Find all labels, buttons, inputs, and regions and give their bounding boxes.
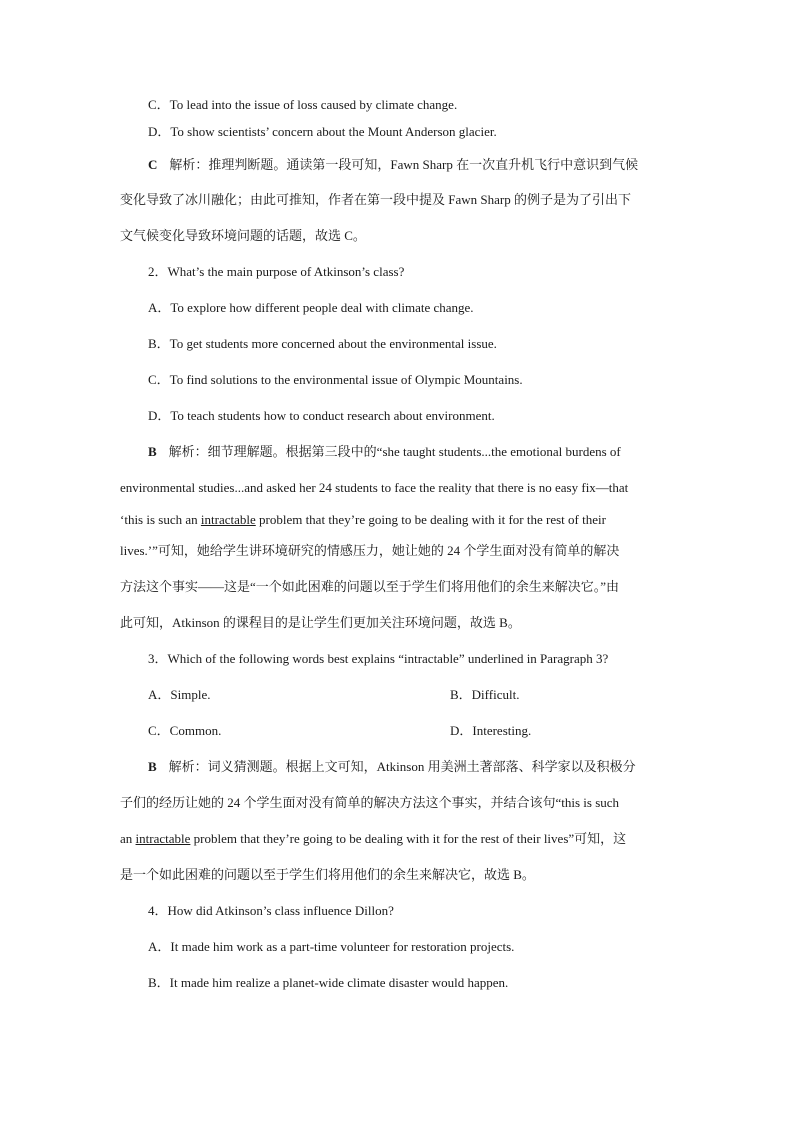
q3-option-b: B．Difficult. (450, 687, 520, 702)
q2-analysis-text-3a: ‘this is such an (120, 512, 201, 527)
q2-analysis-line-4: lives.’”可知，她给学生讲环境研究的情感压力，她让她的 24 个学生面对没有简单的解决 (120, 543, 620, 558)
q2-option-a: A．To explore how different people deal with climate change. (148, 300, 474, 315)
q3-question: 3．Which of the following words best explains “intractable” underlined in Paragraph 3? (148, 651, 609, 666)
q1-analysis-line-3: 文气候变化导致环境问题的话题，故选 C。 (120, 228, 366, 243)
q1-analysis-line-1 (148, 157, 638, 173)
q4-question: 4．How did Atkinson’s class influence Dillon? (148, 903, 394, 918)
q2-answer: B (148, 444, 157, 459)
q2-underlined-word: intractable (200, 512, 256, 527)
q1-answer: C (148, 157, 158, 172)
q2-analysis-line-1 (148, 444, 621, 460)
q2-analysis-text-3b: problem that they’re going to be dealing with it for the rest of their (255, 512, 606, 527)
q3-analysis-text-3a: an (120, 831, 136, 846)
q4-option-a: A．It made him work as a part-time volunteer for restoration projects. (148, 939, 515, 954)
q3-analysis-line-3 (120, 831, 626, 847)
q2-option-c: C．To find solutions to the environmental issue of Olympic Mountains. (148, 372, 523, 387)
q2-analysis-line-2: environmental studies...and asked her 24 students to face the reality that there is no easy fix—that (120, 480, 629, 495)
q3-analysis-line-4: 是一个如此困难的问题以至于学生们将用他们的余生来解决它，故选 B。 (120, 867, 535, 882)
q3-underlined-word: intractable (135, 831, 191, 846)
q1-analysis-line-2: 变化导致了冰川融化；由此可推知，作者在第一段中提及 Fawn Sharp 的例子是为了引出下 (120, 192, 631, 207)
q3-option-c: C．Common. (148, 723, 222, 738)
q2-option-b: B．To get students more concerned about the environmental issue. (148, 336, 497, 351)
q2-analysis-line-6: 此可知，Atkinson 的课程目的是让学生们更加关注环境问题，故选 B。 (120, 615, 521, 630)
q2-analysis-line-5: 方法这个事实——这是“一个如此困难的问题以至于学生们将用他们的余生来解决它。”由 (120, 579, 620, 594)
q2-analysis-text-1: 解析：细节理解题。根据第三段中的“she taught students...the emotional burdens of (168, 444, 621, 459)
q3-analysis-text-3b: problem that they’re going to be dealing with it for the rest of their lives”可知，这 (190, 831, 627, 846)
q3-analysis-line-2: 子们的经历让她的 24 个学生面对没有简单的解决方法这个事实，并结合该句“this is such (120, 795, 620, 810)
q1-option-d: D．To show scientists’ concern about the Mount Anderson glacier. (148, 124, 497, 139)
q3-analysis-line-1 (148, 759, 636, 775)
q3-answer: B (148, 759, 157, 774)
q2-option-d: D．To teach students how to conduct research about environment. (148, 408, 495, 423)
q3-analysis-text-1: 解析：词义猜测题。根据上文可知，Atkinson 用美洲土著部落、科学家以及积极分 (168, 759, 636, 774)
q1-analysis-text-1: 解析：推理判断题。通读第一段可知，Fawn Sharp 在一次直升机飞行中意识到气候 (169, 157, 639, 172)
q2-question: 2．What’s the main purpose of Atkinson’s class? (148, 264, 405, 279)
q3-option-d: D．Interesting. (450, 723, 532, 738)
q3-option-a: A．Simple. (148, 687, 211, 702)
q1-option-c: C．To lead into the issue of loss caused by climate change. (148, 97, 458, 112)
q4-option-b: B．It made him realize a planet-wide climate disaster would happen. (148, 975, 509, 990)
q2-analysis-line-3 (120, 512, 606, 528)
